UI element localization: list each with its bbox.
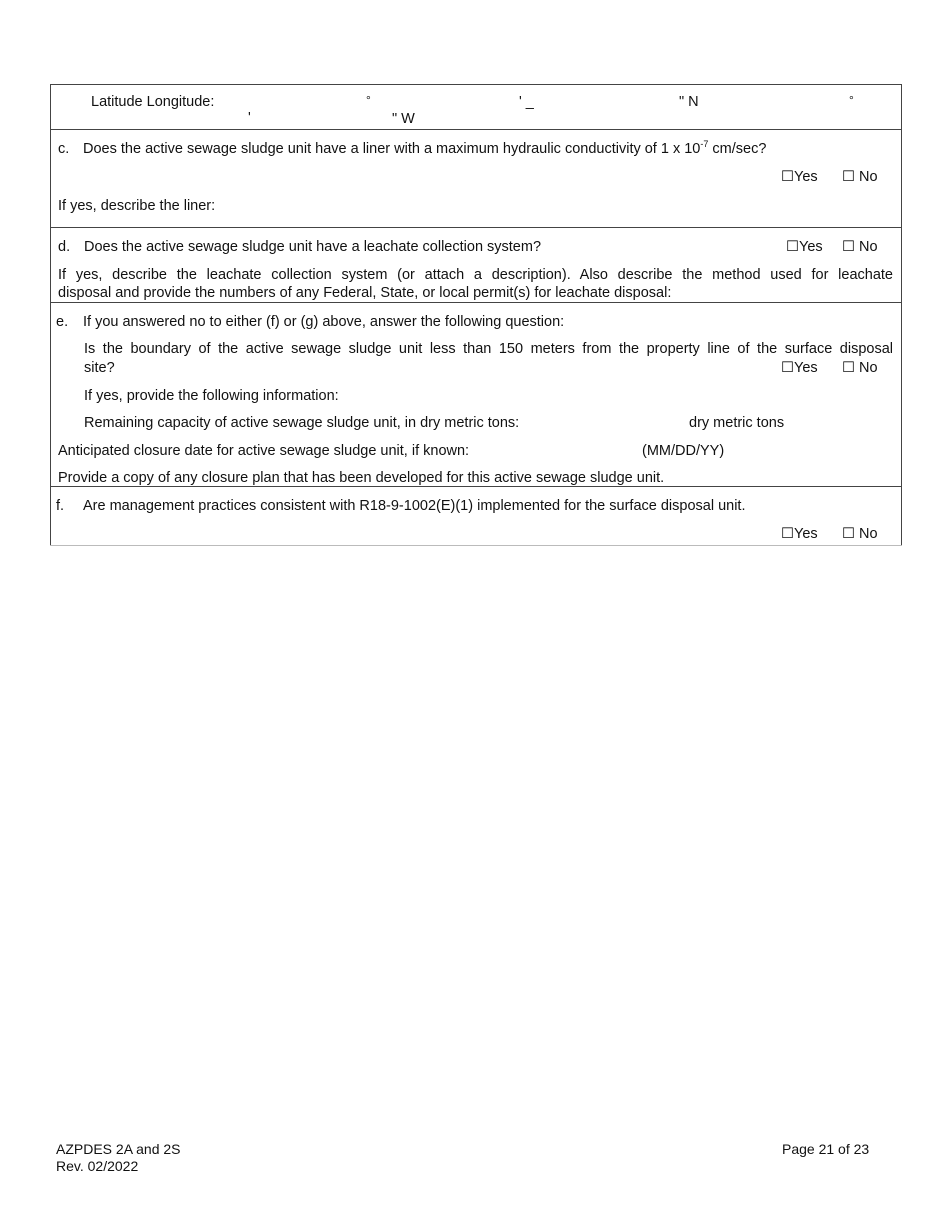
minute-symbol-lat: ' _ xyxy=(519,94,534,110)
degree-symbol-long: ° xyxy=(849,93,854,107)
leachate-description-line2: disposal and provide the numbers of any Federal, State, or local permit(s) for leachate disposal: xyxy=(58,285,672,301)
closure-plan-label: Provide a copy of any closure plan that has been developed for this active sewage sludge unit. xyxy=(58,470,665,486)
boundary-question-line2: site? xyxy=(84,360,115,376)
section-e-letter: e. xyxy=(56,314,69,330)
latlong-label: Latitude Longitude: xyxy=(91,94,215,110)
closure-date-label: Anticipated closure date for active sewage sludge unit, if known: xyxy=(58,443,470,459)
f-yes-checkbox[interactable]: ☐Yes xyxy=(781,526,818,542)
section-f-letter: f. xyxy=(56,498,65,514)
table-top-border xyxy=(50,84,902,85)
second-north-label: " N xyxy=(679,94,699,110)
row-divider-d xyxy=(50,302,902,303)
section-d-letter: d. xyxy=(58,239,71,255)
d-yes-checkbox[interactable]: ☐Yes xyxy=(786,239,823,255)
second-west-label: " W xyxy=(392,111,415,127)
e-no-checkbox[interactable]: ☐ No xyxy=(842,360,878,376)
f-no-checkbox[interactable]: ☐ No xyxy=(842,526,878,542)
footer-revision: Rev. 02/2022 xyxy=(56,1158,139,1174)
degree-symbol-lat: ° xyxy=(366,93,371,107)
section-e-intro: If you answered no to either (f) or (g) above, answer the following question: xyxy=(83,314,565,330)
liner-question-text: Does the active sewage sludge unit have a liner with a maximum hydraulic conductivity of 1 x 10 xyxy=(83,141,701,157)
table-right-border xyxy=(901,84,902,546)
liner-question-unit: cm/sec? xyxy=(708,141,767,157)
c-yes-checkbox[interactable]: ☐Yes xyxy=(781,169,818,185)
section-c-letter: c. xyxy=(58,141,70,157)
remaining-capacity-label: Remaining capacity of active sewage sludge unit, in dry metric tons: xyxy=(84,415,520,431)
minute-symbol-long: ' xyxy=(248,110,251,126)
row-divider-latlong xyxy=(50,129,902,130)
closure-date-format: (MM/DD/YY) xyxy=(642,443,725,459)
remaining-capacity-unit: dry metric tons xyxy=(689,415,785,431)
c-no-checkbox[interactable]: ☐ No xyxy=(842,169,878,185)
row-divider-c xyxy=(50,227,902,228)
section-f-question: Are management practices consistent with R18-9-1002(E)(1) implemented for the surface disposal unit. xyxy=(83,498,746,514)
boundary-question-line1: Is the boundary of the active sewage sludge unit less than 150 meters from the property line of the surface disposal xyxy=(84,341,893,357)
section-d-question: Does the active sewage sludge unit have a leachate collection system? xyxy=(84,239,542,255)
d-no-checkbox[interactable]: ☐ No xyxy=(842,239,878,255)
leachate-description-line1: If yes, describe the leachate collection system (or attach a description). Also describe the method used for leachate xyxy=(58,267,893,283)
table-left-border xyxy=(50,84,51,546)
footer-form-name: AZPDES 2A and 2S xyxy=(56,1141,181,1157)
footer-page-number: Page 21 of 23 xyxy=(782,1141,870,1157)
section-c-question xyxy=(83,141,766,158)
provide-info-label: If yes, provide the following information: xyxy=(84,388,339,404)
exponent: -7 xyxy=(700,139,709,149)
e-yes-checkbox[interactable]: ☐Yes xyxy=(781,360,818,376)
describe-liner-label: If yes, describe the liner: xyxy=(58,198,216,214)
table-bottom-border xyxy=(50,545,902,546)
